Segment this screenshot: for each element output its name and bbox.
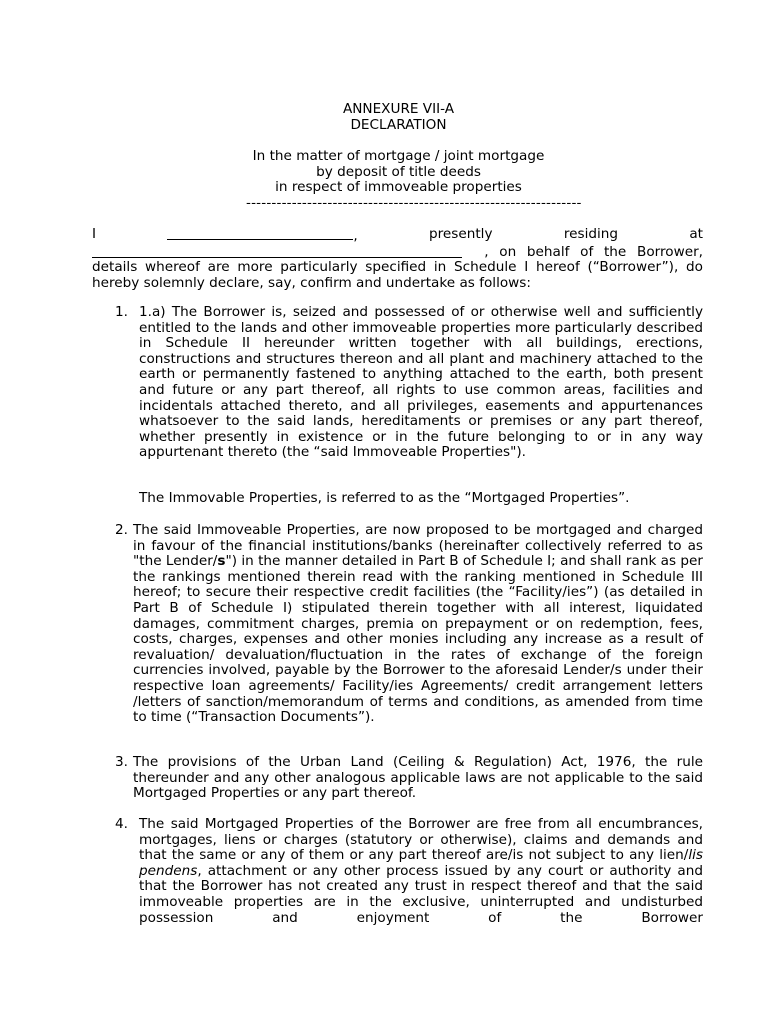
intro-i: I (92, 226, 97, 242)
clause-1 (115, 305, 703, 461)
clause-1-text: 1.a) The Borrower is, seized and possessed of or otherwise well and sufficiently entitled to the lands and other immoveable properties more particularly described in Schedule II hereunder written together with all buildings, erections, constructions and structures thereon and all plant and machinery attached to the earth or permanently fastened to anything attached to the earth, both present and future or any part thereof, all rights to use common areas, facilities and incidentals attached thereto, and all privileges, easements and appurtenances whatsoever to the said lands, hereditaments or premises or any part thereof, whether presently in existence or in the future belonging to or in any way appurtenant thereto (the “said Immoveable Properties"). (139, 304, 703, 461)
intro-residing: residing (563, 226, 618, 242)
intro-on-behalf: , on behalf of the Borrower, (484, 243, 703, 260)
clause-4 (115, 817, 703, 926)
intro-at: at (689, 226, 703, 242)
clause-2-text: The said Immoveable Properties, are now proposed to be mortgaged and charged in favour of the financial institutions/banks (hereinafter collectively referred to as "the Lender/s") in the manner detailed in Part B of Schedule I; and shall rank as per the rankings mentioned therein read with the ranking mentioned in Schedule III hereof; to secure their respective credit facilities (the “Facility/ies”) (as detailed in Part B of Schedule I) stipulated therein together with all interest, liquidated damages, commitment charges, premia on prepayment or on redemption, fees, costs, charges, expenses and other monies including any increase as a result of revaluation/ devaluation/fluctuation in the rates of exchange of the foreign currencies involved, payable by the Borrower to the aforesaid Lender/s under their respective loan agreements/ Facility/ies Agreements/ credit arrangement letters /letters of sanction/memorandum of terms and conditions, as amended from time to time (“Transaction Documents”). (133, 522, 703, 726)
intro-line-3: details whereof are more particularly specified in Schedule I hereof (“Borrower”), do (92, 259, 703, 276)
separator-line: ------------------------------------------------------------------ (246, 196, 582, 211)
clause-2-number: 2. (115, 522, 128, 538)
intro-presently: presently (429, 226, 493, 242)
intro-paragraph (92, 227, 703, 291)
intro-line-2 (92, 245, 703, 261)
name-blank (167, 227, 353, 240)
name-blank-wrap: , (167, 227, 357, 245)
matter-line-2: by deposit of title deeds (316, 164, 481, 180)
clause-1-sub: The Immovable Properties, is referred to as the “Mortgaged Properties”. (139, 490, 630, 506)
clause-4-text: The said Mortgaged Properties of the Borrower are free from all encumbrances, mortgages, liens or charges (statutory or otherwise), claims and demands and that the same or any of them or any part thereof are/is not subject to any lien/lis pendens, attachment or any other process issued by any court or authority and that the Borrower has not created any trust in respect thereof and that the said immoveable properties are in the exclusive, uninterrupted and undisturbed possession and enjoyment of the Borrower (139, 816, 703, 926)
clause-3 (115, 755, 703, 802)
clause-2 (115, 523, 703, 726)
declaration-title: DECLARATION (350, 117, 447, 133)
intro-line-1 (92, 227, 703, 245)
matter-line-3: in respect of immoveable properties (275, 179, 522, 195)
annexure-title: ANNEXURE VII-A (342, 101, 455, 117)
clause-1-number: 1. (115, 304, 128, 320)
matter-line-1: In the matter of mortgage / joint mortgage (252, 148, 545, 164)
address-blank (92, 245, 462, 258)
clause-3-number: 3. (115, 754, 128, 770)
intro-line-4: hereby solemnly declare, say, confirm and undertake as follows: (92, 274, 531, 291)
clause-4-number: 4. (115, 816, 128, 832)
clause-3-text: The provisions of the Urban Land (Ceiling & Regulation) Act, 1976, the rule thereunder and any other analogous applicable laws are not applicable to the said Mortgaged Properties or any part thereof. (133, 754, 703, 802)
